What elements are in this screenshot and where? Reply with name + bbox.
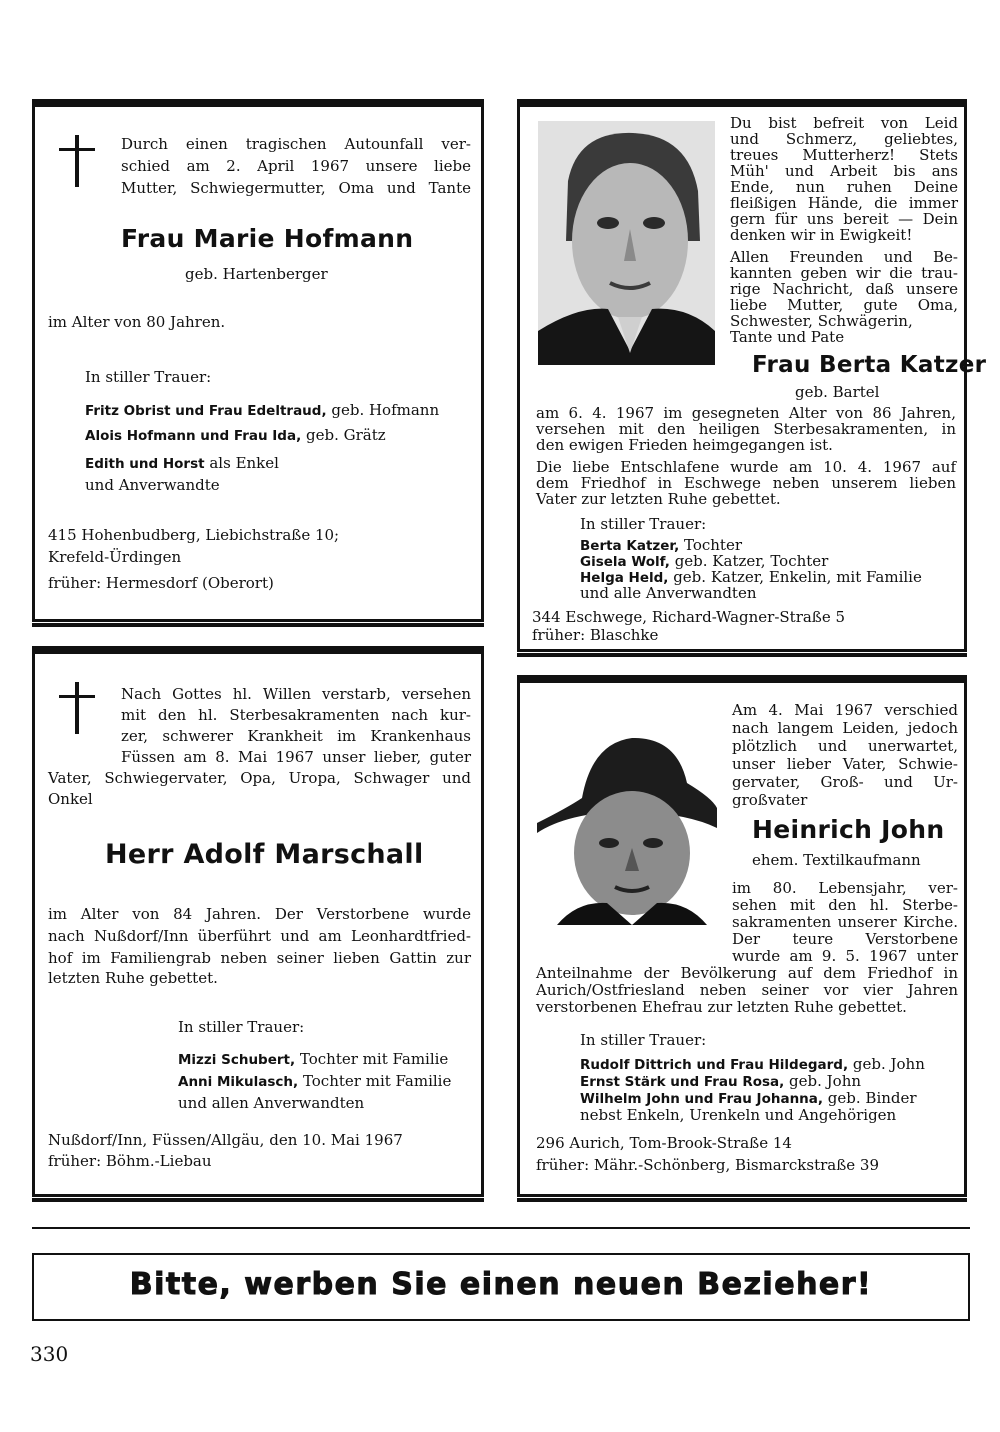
body-line: letzten Ruhe gebettet. [48, 969, 218, 987]
mourner-line: Gisela Wolf, geb. Katzer, Tochter [580, 552, 829, 570]
mourner-line: und allen Anverwandten [178, 1094, 365, 1112]
intro-line: Durch einen tragischen Autounfall ver- [121, 135, 471, 153]
notice-top-rule [32, 646, 484, 651]
verse-line: treues Mutterherz! Stets [730, 146, 958, 164]
intro-line: Am 4. Mai 1967 verschied [732, 701, 958, 719]
body-line: nach Nußdorf/Inn überführt und am Leonhardtfried- [48, 927, 471, 945]
mourner-line: Fritz Obrist und Frau Edeltraud, geb. Hofmann [85, 401, 440, 419]
mourner-line: Alois Hofmann und Frau Ida, geb. Grätz [85, 426, 386, 444]
former-residence: früher: Blaschke [532, 626, 659, 644]
deceased-name: Frau Marie Hofmann [121, 224, 414, 253]
mourning-label: In stiller Trauer: [580, 515, 707, 533]
mourning-label: In stiller Trauer: [178, 1018, 305, 1036]
body-line: Der teure Verstorbene [732, 930, 958, 948]
deceased-name: Herr Adolf Marschall [105, 839, 424, 870]
body-line: den ewigen Frieden heimgegangen ist. [536, 436, 833, 454]
intro-line: schied am 2. April 1967 unsere liebe [121, 157, 471, 175]
notice-bottom-rule [517, 653, 967, 657]
body-line: versehen mit den heiligen Sterbesakramenten, in [536, 420, 956, 438]
notice-top-rule [517, 675, 967, 680]
verse-line: fleißigen Hände, die immer [730, 194, 958, 212]
body-line: Vater zur letzten Ruhe gebettet. [536, 490, 781, 508]
mourner-line: Berta Katzer, Tochter [580, 536, 742, 554]
mourner-line: Rudolf Dittrich und Frau Hildegard, geb. John [580, 1055, 925, 1073]
body-line: Die liebe Entschlafene wurde am 10. 4. 1967 auf [536, 458, 956, 476]
verse-line: Müh' und Arbeit bis ans [730, 162, 958, 180]
notice-adolf-marschall [32, 651, 484, 1197]
intro-line: zer, schwerer Krankheit im Krankenhaus [121, 727, 471, 745]
banner-text: Bitte, werben Sie einen neuen Bezieher! [129, 1267, 873, 1302]
intro-line: plötzlich und unerwartet, [732, 737, 958, 755]
portrait-photo [538, 121, 715, 365]
mourner-line: nebst Enkeln, Urenkeln und Angehörigen [580, 1106, 897, 1124]
cross-icon [59, 135, 95, 187]
former-residence: früher: Böhm.-Liebau [48, 1152, 212, 1170]
verse-line: Du bist befreit von Leid [730, 114, 958, 132]
notice-berta-katzer [517, 104, 987, 652]
birth-name: geb. Hartenberger [185, 265, 328, 283]
intro-line: Füssen am 8. Mai 1967 unser lieber, guter [121, 748, 471, 766]
intro-line: Onkel [48, 790, 93, 808]
intro-line: Tante und Pate [730, 328, 845, 346]
deceased-name: Frau Berta Katzer [752, 352, 987, 378]
deceased-name: Heinrich John [752, 815, 945, 844]
notice-bottom-rule [32, 623, 484, 627]
former-residence: früher: Mähr.-Schönberg, Bismarckstraße 39 [536, 1156, 879, 1174]
address-line: Krefeld-Ürdingen [48, 548, 182, 566]
address-line: 344 Eschwege, Richard-Wagner-Straße 5 [532, 608, 846, 626]
intro-line: liebe Mutter, gute Oma, [730, 296, 958, 314]
notice-heinrich-john [517, 680, 967, 1197]
body-line: Aurich/Ostfriesland neben seiner vor vier Jahren [536, 981, 958, 999]
birth-name: geb. Bartel [795, 383, 880, 401]
intro-line: rige Nachricht, daß unsere [730, 280, 958, 298]
address-line: Nußdorf/Inn, Füssen/Allgäu, den 10. Mai 1967 [48, 1131, 403, 1149]
verse-line: gern für uns bereit — Dein [730, 210, 958, 228]
mourner-line: Edith und Horst als Enkel [85, 454, 279, 472]
intro-line: großvater [732, 791, 808, 809]
occupation: ehem. Textilkaufmann [752, 851, 921, 869]
former-residence: früher: Hermesdorf (Oberort) [48, 574, 274, 592]
notice-marie-hofmann [32, 104, 484, 622]
verse-line: denken wir in Ewigkeit! [730, 226, 913, 244]
body-line: Anteilnahme der Bevölkerung auf dem Friedhof in [536, 964, 958, 982]
body-line: dem Friedhof in Eschwege neben unserem lieben [536, 474, 956, 492]
intro-line: unser lieber Vater, Schwie- [732, 755, 958, 773]
notice-top-rule [32, 99, 484, 104]
mourner-line: und alle Anverwandten [580, 584, 757, 602]
mourner-line: Helga Held, geb. Katzer, Enkelin, mit Familie [580, 568, 922, 586]
notice-bottom-rule [517, 1198, 967, 1202]
mourner-line: Ernst Stärk und Frau Rosa, geb. John [580, 1072, 862, 1090]
mourner-line: Wilhelm John und Frau Johanna, geb. Binder [580, 1089, 917, 1107]
intro-line: kannten geben wir die trau- [730, 264, 958, 282]
portrait-photo [537, 703, 717, 925]
mourner-line: und Anverwandte [85, 476, 220, 494]
address-line: 296 Aurich, Tom-Brook-Straße 14 [536, 1134, 792, 1152]
body-line: im Alter von 84 Jahren. Der Verstorbene wurde [48, 905, 471, 923]
mourner-line: Anni Mikulasch, Tochter mit Familie [178, 1072, 452, 1090]
intro-line: nach langem Leiden, jedoch [732, 719, 958, 737]
subscriber-banner [32, 1253, 970, 1321]
notice-top-rule [517, 99, 967, 104]
body-line: hof im Familiengrab neben seiner lieben Gattin zur [48, 949, 471, 967]
address-line: 415 Hohenbudberg, Liebichstraße 10; [48, 526, 340, 544]
age-line: im Alter von 80 Jahren. [48, 313, 226, 331]
mourning-label: In stiller Trauer: [580, 1031, 707, 1049]
body-line: am 6. 4. 1967 im gesegneten Alter von 86 Jahren, [536, 404, 956, 422]
body-line: sehen mit den hl. Sterbe- [732, 896, 958, 914]
body-line: verstorbenen Ehefrau zur letzten Ruhe gebettet. [536, 998, 907, 1016]
intro-line: Nach Gottes hl. Willen verstarb, versehen [121, 685, 471, 703]
cross-icon [59, 682, 95, 734]
body-line: im 80. Lebensjahr, ver- [732, 879, 958, 897]
intro-line: Mutter, Schwiegermutter, Oma und Tante [121, 179, 471, 197]
separator-rule [32, 1227, 970, 1229]
intro-line: Vater, Schwiegervater, Opa, Uropa, Schwager und [48, 769, 471, 787]
body-line: wurde am 9. 5. 1967 unter [732, 947, 958, 965]
mourning-label: In stiller Trauer: [85, 368, 212, 386]
mourner-line: Mizzi Schubert, Tochter mit Familie [178, 1050, 449, 1068]
intro-line: mit den hl. Sterbesakramenten nach kur- [121, 706, 471, 724]
page-number: 330 [30, 1342, 69, 1366]
intro-line: Allen Freunden und Be- [730, 248, 958, 266]
body-line: sakramenten unserer Kirche. [732, 913, 958, 931]
verse-line: und Schmerz, geliebtes, [730, 130, 958, 148]
notice-bottom-rule [32, 1198, 484, 1202]
intro-line: Schwester, Schwägerin, [730, 312, 913, 330]
verse-line: Ende, nun ruhen Deine [730, 178, 958, 196]
intro-line: gervater, Groß- und Ur- [732, 773, 958, 791]
